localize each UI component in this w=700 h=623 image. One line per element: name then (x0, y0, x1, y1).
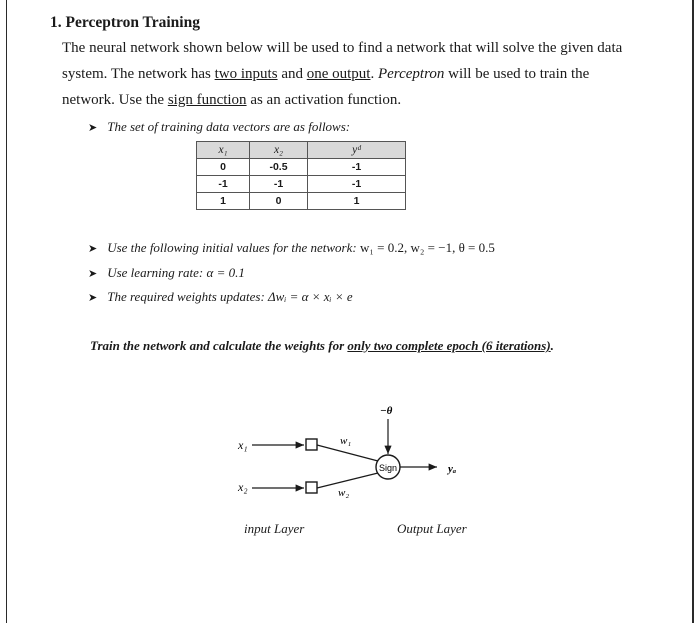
weight-w1-label: w₁ (340, 435, 352, 447)
table-row (197, 176, 406, 193)
perceptron-diagram (220, 395, 500, 505)
one-output-underline: one output (306, 66, 371, 82)
sign-neuron-label: Sign (378, 463, 398, 473)
paragraph-line-3: network. Use the sign function as an activation function. (62, 92, 402, 108)
header-yd: yᵈ (308, 142, 406, 159)
weight-line-1 (317, 445, 378, 461)
paragraph-line-1: The neural network shown below will be used to find a network that will solve the given data (62, 40, 623, 56)
header-x1: x₁ (197, 142, 250, 159)
table-row (197, 193, 406, 210)
table-cell: -0.5 (250, 159, 308, 176)
bullet-weight-updates: ➤ The required weights updates: Δwᵢ = α × xᵢ × e (88, 289, 353, 304)
table-cell: -1 (308, 159, 406, 176)
input-node-2 (306, 482, 317, 493)
paragraph-line-2: system. The network has two inputs and one output. Perceptron will be used to train the (62, 66, 590, 82)
page-right-edge (692, 0, 694, 623)
question-heading: 1. Perceptron Training (50, 14, 200, 31)
arrow-bullet-icon: ➤ (88, 292, 98, 304)
task-instruction: Train the network and calculate the weights for only two complete epoch (6 iterations). (90, 338, 554, 353)
table-row (197, 159, 406, 176)
page-left-edge (6, 0, 7, 623)
input-x1-label: x₁ (238, 438, 248, 452)
table-cell: -1 (197, 176, 250, 193)
input-x2-label: x₂ (238, 480, 248, 494)
table-cell: 1 (308, 193, 406, 210)
input-node-1 (306, 439, 317, 450)
table-cell: 0 (250, 193, 308, 210)
weight-line-2 (317, 473, 378, 488)
arrow-bullet-icon: ➤ (88, 268, 98, 280)
bullet-learning-rate: ➤ Use learning rate: α = 0.1 (88, 265, 245, 280)
bullet-training-data: ➤ The set of training data vectors are as follows: (88, 119, 351, 134)
theta-label: −θ (380, 405, 393, 417)
weight-w2-label: w₂ (338, 487, 350, 499)
table-header-row (197, 142, 406, 159)
table-cell: -1 (308, 176, 406, 193)
bullet-initial-values: ➤ Use the following initial values for the network: w₁ = 0.2, w₂ = −1, θ = 0.5 (88, 240, 495, 255)
input-layer-label: input Layer (244, 521, 305, 536)
two-inputs-underline: two inputs (214, 66, 278, 82)
task-underlined: only two complete epoch (6 iterations) (347, 338, 551, 353)
table-cell: 0 (197, 159, 250, 176)
header-x2: x₂ (250, 142, 308, 159)
arrow-bullet-icon: ➤ (88, 243, 98, 255)
sign-function-underline: sign function (167, 92, 247, 108)
training-data-table (196, 141, 406, 210)
table-cell: -1 (250, 176, 308, 193)
arrow-bullet-icon: ➤ (88, 122, 98, 134)
output-layer-label: Output Layer (397, 521, 467, 536)
table-cell: 1 (197, 193, 250, 210)
output-ya-label: yₐ (448, 463, 457, 475)
